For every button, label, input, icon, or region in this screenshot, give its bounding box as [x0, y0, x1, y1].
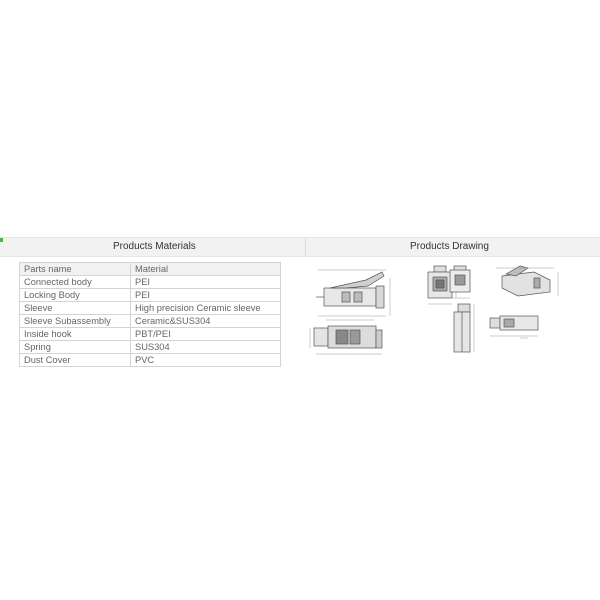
material-cell: PBT/PEI: [131, 328, 281, 341]
material-cell: SUS304: [131, 341, 281, 354]
section-header-band: [0, 237, 600, 257]
isometric-view-drawing: [496, 266, 558, 296]
lower-right-view-drawing: [490, 316, 538, 338]
top-view-drawing: [310, 326, 382, 354]
rear-view-drawing: [450, 266, 470, 298]
material-cell: High precision Ceramic sleeve: [131, 302, 281, 315]
table-header-row: [20, 263, 281, 276]
table-row: [20, 289, 281, 302]
table-row: [20, 302, 281, 315]
part-name-cell: Sleeve Subassembly: [20, 315, 131, 328]
connector-drawing-svg: [306, 258, 600, 368]
table-row: [20, 354, 281, 367]
part-name-cell: Inside hook: [20, 328, 131, 341]
part-name-cell: Dust Cover: [20, 354, 131, 367]
material-cell: Ceramic&SUS304: [131, 315, 281, 328]
header-parts-name: Parts name: [20, 263, 131, 276]
header-divider: [305, 238, 306, 256]
table-row: [20, 315, 281, 328]
table-row: [20, 276, 281, 289]
drawing-title: Products Drawing: [410, 241, 489, 252]
technical-drawings: [306, 258, 600, 368]
materials-table: [19, 262, 281, 367]
materials-title: Products Materials: [113, 241, 196, 252]
small-side-view-drawing: [454, 304, 474, 352]
part-name-cell: Sleeve: [20, 302, 131, 315]
part-name-cell: Locking Body: [20, 289, 131, 302]
header-material: Material: [131, 263, 281, 276]
material-cell: PVC: [131, 354, 281, 367]
side-view-drawing: [316, 270, 390, 320]
table-row: [20, 341, 281, 354]
material-cell: PEI: [131, 289, 281, 302]
table-row: [20, 328, 281, 341]
material-cell: PEI: [131, 276, 281, 289]
part-name-cell: Connected body: [20, 276, 131, 289]
part-name-cell: Spring: [20, 341, 131, 354]
green-corner-mark: [0, 238, 3, 242]
